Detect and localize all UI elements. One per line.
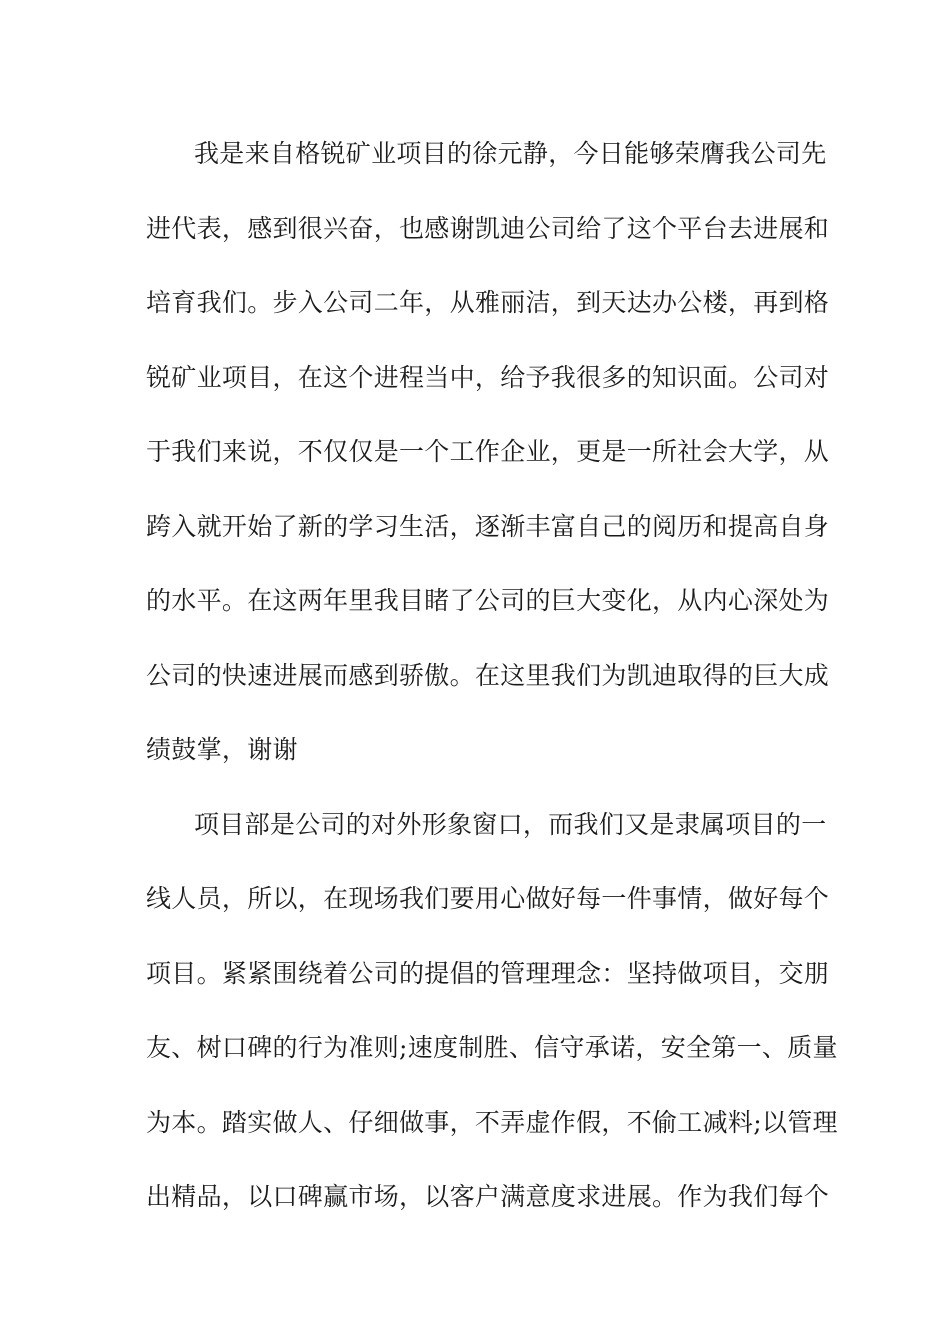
text-line: 友、树口碑的行为准则;速度制胜、信守承诺，安全第一、质量 xyxy=(146,1033,838,1062)
text-line: 绩鼓掌，谢谢 xyxy=(146,735,298,764)
text-line: 项目部是公司的对外形象窗口，而我们又是隶属项目的一 xyxy=(194,809,827,839)
text-line: 锐矿业项目，在这个进程当中，给予我很多的知识面。公司对 xyxy=(146,362,830,392)
text-line: 进代表，感到很兴奋，也感谢凯迪公司给了这个平台去进展和 xyxy=(146,213,830,243)
text-line: 公司的快速进展而感到骄傲。在这里我们为凯迪取得的巨大成 xyxy=(146,660,830,690)
text-line: 出精品，以口碑赢市场，以客户满意度求进展。作为我们每个 xyxy=(146,1182,830,1211)
paragraph-2 xyxy=(146,799,838,1246)
text-line: 培育我们。步入公司二年，从雅丽洁，到天达办公楼，再到格 xyxy=(146,288,830,317)
text-line: 线人员，所以，在现场我们要用心做好每一件事情，做好每个 xyxy=(146,884,830,913)
text-line: 于我们来说，不仅仅是一个工作企业，更是一所社会大学，从 xyxy=(146,437,830,466)
document-body xyxy=(146,128,838,1246)
text-line: 跨入就开始了新的学习生活，逐渐丰富自己的阅历和提高自身 xyxy=(146,511,830,541)
text-line: 的水平。在这两年里我目睹了公司的巨大变化，从内心深处为 xyxy=(146,586,830,615)
paragraph-1 xyxy=(146,128,830,799)
text-line: 项目。紧紧围绕着公司的提倡的管理理念：坚持做项目，交朋 xyxy=(146,958,830,988)
text-line: 我是来自格锐矿业项目的徐元静，今日能够荣膺我公司先 xyxy=(194,139,827,168)
text-line: 为本。踏实做人、仔细做事，不弄虚作假，不偷工减料;以管理 xyxy=(146,1107,838,1137)
